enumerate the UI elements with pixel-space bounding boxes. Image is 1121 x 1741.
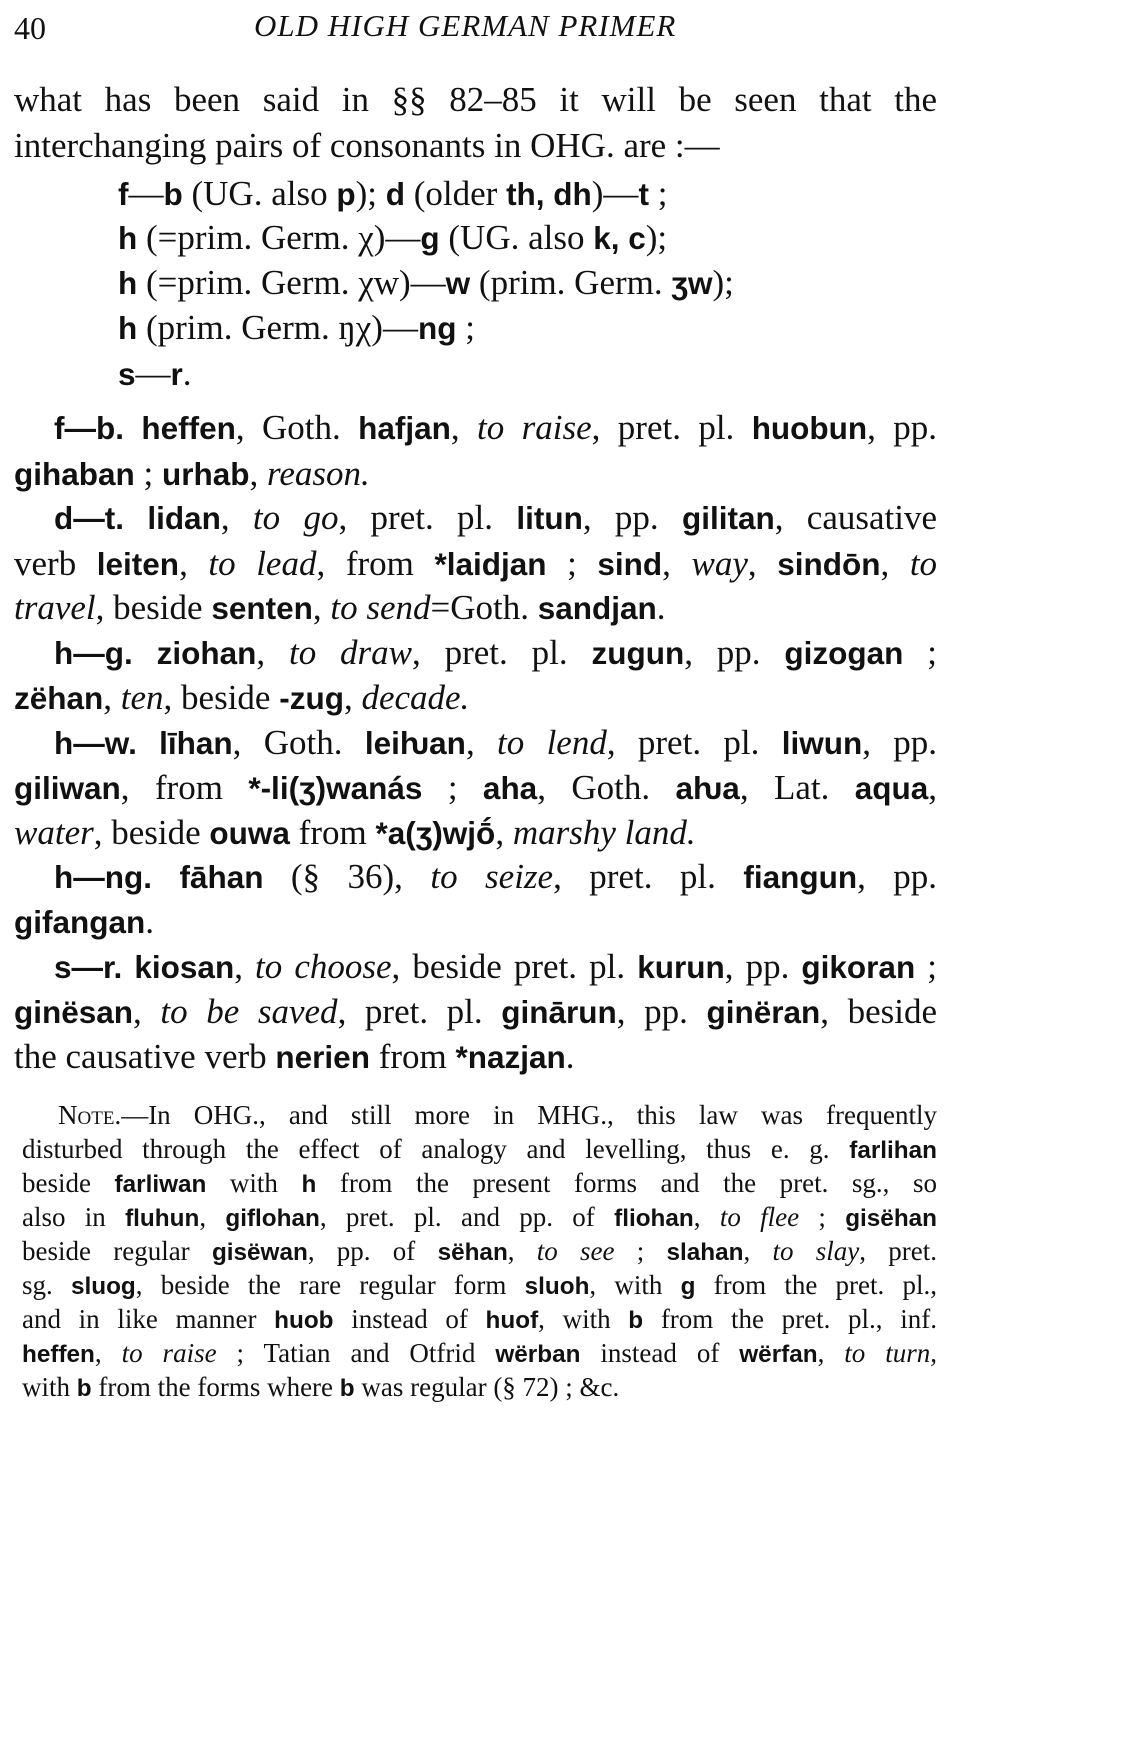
running-title: OLD HIGH GERMAN PRIMER	[254, 8, 677, 43]
intro-line-1: what has been said in §§ 82–85 it will be seen that the	[14, 80, 937, 119]
example-s-r-line-2: ginësan, to be saved, pret. pl. ginārun, pp. ginëran, beside	[14, 992, 938, 1031]
pair-s-r: s—r.	[118, 354, 192, 393]
example-s-r-line-3: the causative verb nerien from *nazjan.	[14, 1037, 575, 1076]
example-h-g-line-2: zëhan, ten, beside -zug, decade.	[14, 678, 470, 717]
example-h-g-line-1: h—g. ziohan, to draw, pret. pl. zugun, pp. gizogan ;	[54, 633, 938, 672]
pair-h-g: h (=prim. Germ. χ)—g (UG. also k, c);	[118, 218, 668, 257]
intro-line-2: interchanging pairs of consonants in OHG. are :—	[14, 126, 720, 165]
pair-h-w: h (=prim. Germ. χw)—w (prim. Germ. ʒw);	[118, 263, 734, 302]
example-d-t-line-2: verb leiten, to lead, from *laidjan ; sind, way, sindōn, to	[14, 544, 938, 583]
example-s-r-line-1: s—r. kiosan, to choose, beside pret. pl. kurun, pp. gikoran ;	[54, 947, 938, 986]
note-line-4: also in fluhun, giflohan, pret. pl. and pp. of fliohan, to flee ; gisëhan	[22, 1202, 938, 1232]
note-line-2: disturbed through the effect of analogy and levelling, thus e. g. farlihan	[22, 1134, 937, 1164]
page-header	[14, 8, 914, 48]
example-h-w-line-2: giliwan, from *-li(ʒ)wanás ; aha, Goth. aƕa, Lat. aqua,	[14, 768, 938, 807]
example-f-b-line-2: gihaban ; urhab, reason.	[14, 454, 370, 493]
note-line-5: beside regular gisëwan, pp. of sëhan, to see ; slahan, to slay, pret.	[22, 1236, 937, 1266]
pair-f-b: f—b (UG. also p); d (older th, dh)—t ;	[118, 174, 668, 213]
example-h-w-line-1: h—w. līhan, Goth. leiƕan, to lend, pret. pl. liwun, pp.	[54, 723, 938, 762]
page-number: 40	[14, 10, 46, 46]
example-h-ng-line-2: gifangan.	[14, 902, 154, 941]
example-d-t-line-3: travel, beside senten, to send=Goth. sandjan.	[14, 588, 666, 627]
note-line-9: with b from the forms where b was regular (§ 72) ; &c.	[22, 1372, 620, 1402]
example-h-ng-line-1: h—ng. fāhan (§ 36), to seize, pret. pl. fiangun, pp.	[54, 857, 938, 896]
note-line-8: heffen, to raise ; Tatian and Otfrid wërban instead of wërfan, to turn,	[22, 1338, 938, 1368]
pair-h-ng: h (prim. Germ. ŋχ)—ng ;	[118, 308, 475, 347]
example-f-b-line-1: f—b. heffen, Goth. hafjan, to raise, pret. pl. huobun, pp.	[54, 408, 938, 447]
note-line-3: beside farliwan with h from the present forms and the pret. sg., so	[22, 1168, 937, 1198]
note-line-1: Note.—In OHG., and still more in MHG., this law was frequently	[58, 1100, 937, 1130]
note-line-7: and in like manner huob instead of huof, with b from the pret. pl., inf.	[22, 1304, 937, 1334]
example-h-w-line-3: water, beside ouwa from *a(ʒ)wjṓ, marshy land.	[14, 813, 696, 852]
example-d-t-line-1: d—t. lidan, to go, pret. pl. litun, pp. gilitan, causative	[54, 498, 938, 537]
note-line-6: sg. sluog, beside the rare regular form sluoh, with g from the pret. pl.,	[22, 1270, 937, 1300]
